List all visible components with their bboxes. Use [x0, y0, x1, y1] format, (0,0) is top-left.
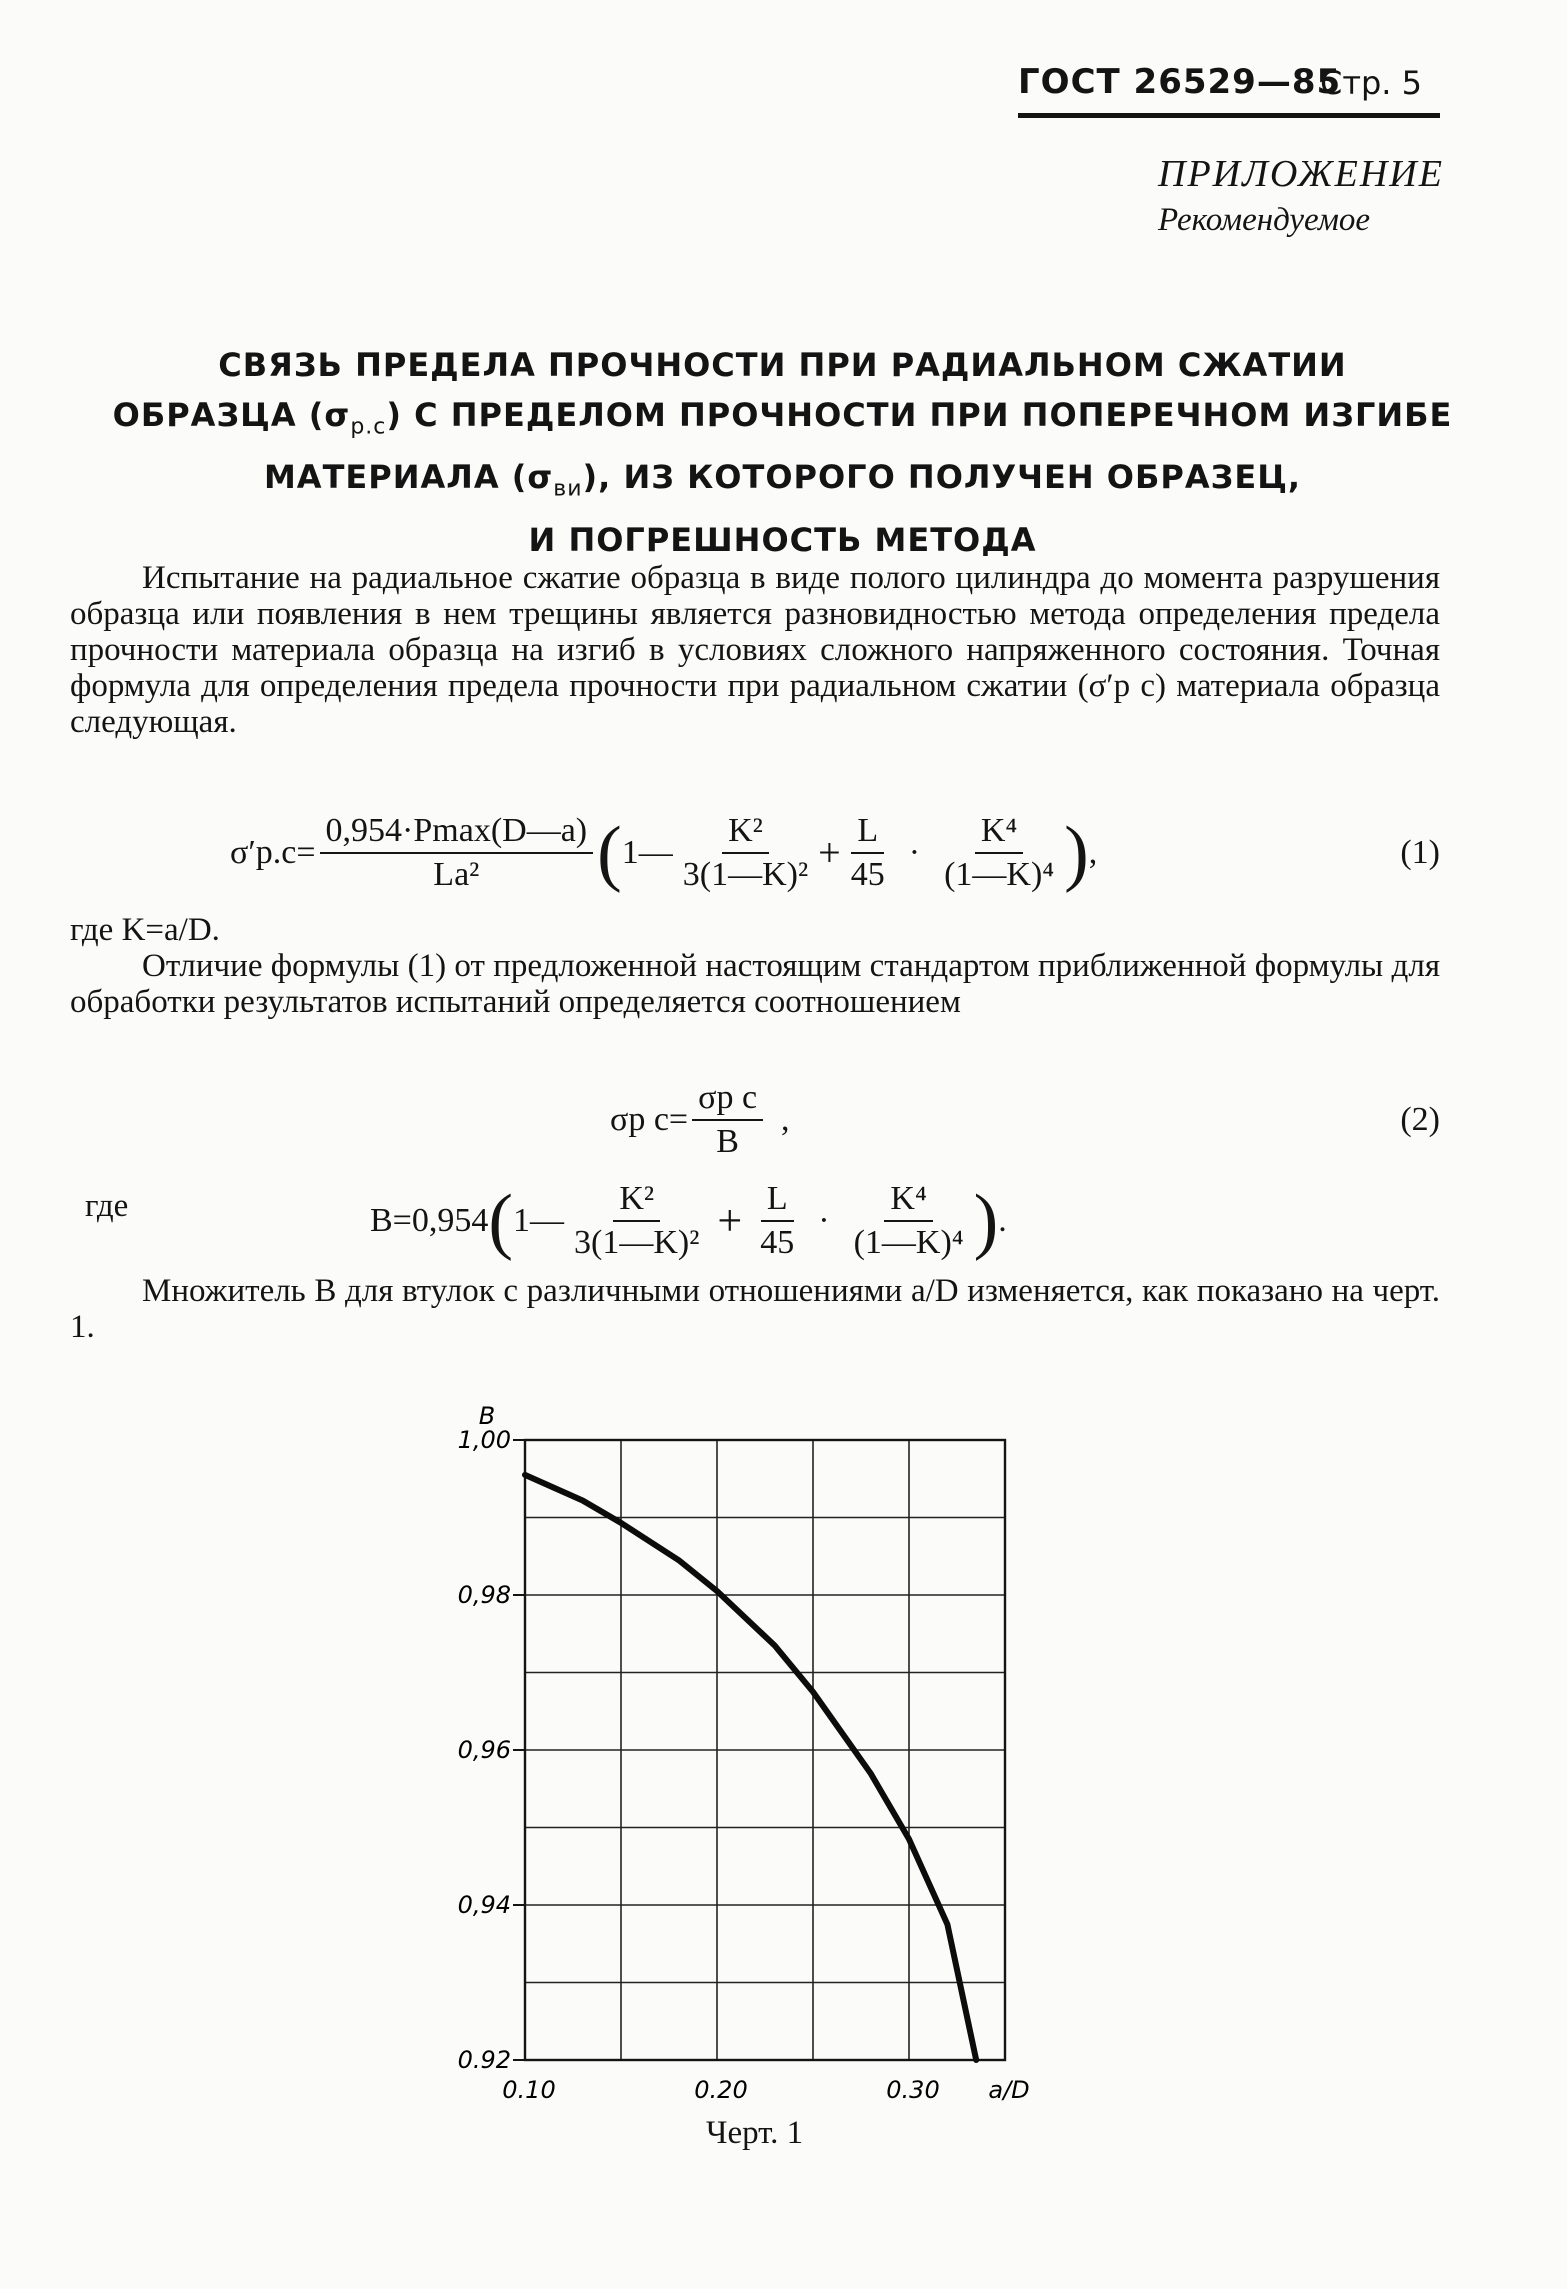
- title-line-2: ОБРАЗЦА $(\sigma_{р.с})$ С ПРЕДЕЛОМ ПРОЧНОСТИ ПРИ ПОПЕРЕЧНОМ ИЗГИБЕ: [112, 396, 1453, 440]
- page-number: Стр. 5: [1320, 64, 1422, 102]
- y-tick-label: 0,96: [457, 1736, 511, 1764]
- title-line-3: МАТЕРИАЛА $(\sigma_{ви})$, ИЗ КОТОРОГО ПОЛУЧЕН ОБРАЗЕЦ,: [263, 458, 1302, 502]
- formula-1: σ′р.с = $\frac{0,954\cdot Pmax(D—a)}{\text{La²}}$ ( 1— $\frac{\text{K²}}{\text{3(1—K)²}}$ + $\frac{L}{45}$ · $\frac{\text{K⁴}}{\text{(1—K)⁴}}$ ) , (1): [230, 811, 1440, 894]
- formula-2: σр с = $\frac{\text{σр с}}{B}$ , (2): [610, 1079, 1440, 1160]
- y-axis-label: B: [478, 1402, 496, 1430]
- formula-3: B=0,954 ( 1— $\frac{\text{K²}}{\text{3(1—K)²}}$ + $\frac{L}{45}$ · $\frac{\text{K⁴}}{\text{(1—K)⁴}}$ ) .: [370, 1179, 1007, 1262]
- title-line-4: И ПОГРЕШНОСТЬ МЕТОДА: [528, 520, 1037, 559]
- y-tick-label: 0,98: [457, 1581, 511, 1609]
- y-tick-label: 0.92: [457, 2046, 511, 2074]
- page-title: [70, 340, 1495, 565]
- y-tick-label: 1,00: [457, 1426, 511, 1454]
- formula-2-number: (2): [1400, 1101, 1440, 1138]
- multiplier-paragraph: Множитель B для втулок с различными отношениями a/D изменяется, как показано на черт. 1.: [70, 1273, 1440, 1345]
- where-b: где: [85, 1188, 129, 1224]
- formula-1-main-fraction: $\frac{0,954\cdot Pmax(D—a)}{\text{La²}}$: [320, 812, 594, 894]
- chart-figure: [430, 1380, 1070, 2140]
- title-line-1: СВЯЗЬ ПРЕДЕЛА ПРОЧНОСТИ ПРИ РАДИАЛЬНОМ СЖАТИИ: [218, 346, 1347, 384]
- x-tick-label: 0.10: [502, 2076, 556, 2104]
- x-tick-label: 0.30: [886, 2076, 940, 2104]
- x-tick-label: 0.20: [694, 2076, 748, 2104]
- intro-paragraph: [70, 560, 1440, 740]
- doc-id: ГОСТ 26529—85: [1018, 62, 1342, 102]
- formula-1-number: (1): [1400, 833, 1440, 871]
- comparison-paragraph: Отличие формулы (1) от предложенной настоящим стандартом приближенной формулы для обработки результатов испытаний определяется соотношением: [70, 948, 1440, 1020]
- appendix-sublabel: Рекомендуемое: [1158, 202, 1371, 238]
- where-k: где K=a/D.: [70, 912, 220, 948]
- appendix-label: ПРИЛОЖЕНИЕ: [1158, 153, 1444, 195]
- y-tick-label: 0,94: [457, 1891, 511, 1919]
- intro-paragraph-text: Испытание на радиальное сжатие образца в виде полого цилиндра до момента разрушения образца или появления в нем трещины является разновидностью метода определения предела прочности материала образца на изгиб в условиях сложного напряженного состояния. Точная формула для определения предела прочности при радиальном сжатии (σ′р с) материала образца следующая.: [70, 560, 1440, 740]
- x-axis-label: a/D: [988, 2076, 1030, 2104]
- header-rule: [1018, 113, 1440, 118]
- formula-1-lhs: σ′р.с: [230, 833, 297, 871]
- figure-caption: Черт. 1: [706, 2115, 804, 2151]
